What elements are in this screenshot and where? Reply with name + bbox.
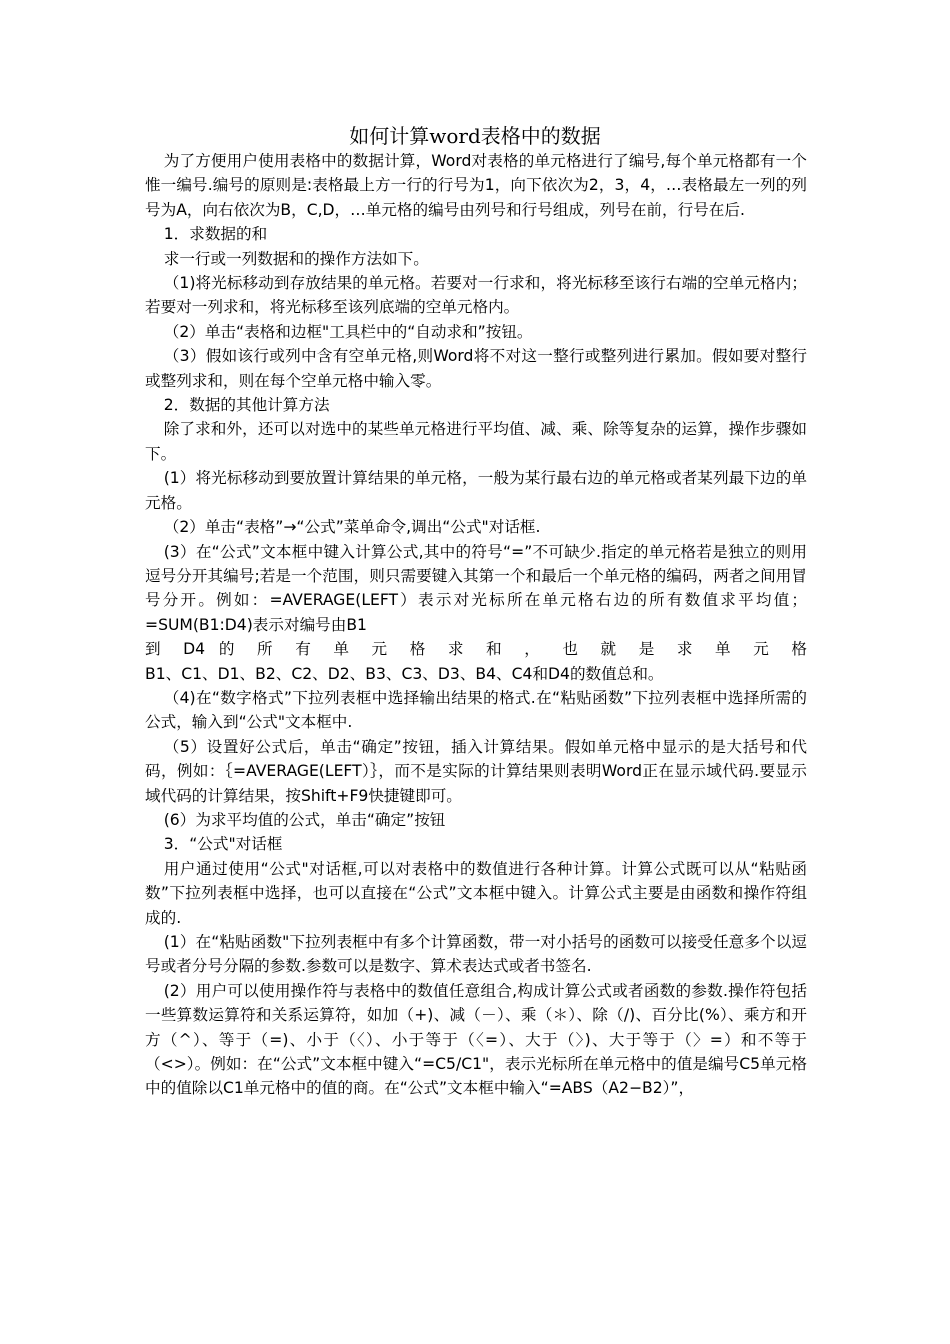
section-heading-dialog: 3．“公式"对话框 bbox=[163, 835, 283, 854]
paragraph-continuation: B1、C1、D1、B2、C2、D2、B3、C3、D3、B4、C4和D4的数值总和。 bbox=[145, 664, 664, 683]
step-paragraph: （3）假如该行或列中含有空单元格,则Word将不对这一整行或整列进行累加。假如要对整行或整列求和，则在每个空单元格中输入零。 bbox=[145, 347, 807, 390]
document-body bbox=[145, 149, 807, 1101]
step-paragraph: (3）在“公式”文本框中键入计算公式,其中的符号“=”不可缺少.指定的单元格若是独立的则用逗号分开其编号;若是一个范围，则只需要键入其第一个和最后一个单元格的编码，两者之间用冒号分开。例如：=AVERAGE(LEFT）表示对光标所在单元格右边的所有数值求平均值；=SUM(B1:D4)表示对编号由B1 bbox=[145, 542, 807, 634]
paragraph: 求一行或一列数据和的操作方法如下。 bbox=[163, 249, 429, 268]
step-paragraph: （1)将光标移动到存放结果的单元格。若要对一行求和，将光标移至该行右端的空单元格内；若要对一列求和，将光标移至该列底端的空单元格内。 bbox=[145, 274, 807, 317]
paragraph: 除了求和外，还可以对选中的某些单元格进行平均值、减、乘、除等复杂的运算，操作步骤如下。 bbox=[145, 420, 807, 463]
step-paragraph: （5）设置好公式后，单击“确定”按钮，插入计算结果。假如单元格中显示的是大括号和代码，例如：｛=AVERAGE(LEFT）｝，而不是实际的计算结果则表明Word正在显示域代码.要显示域代码的计算结果，按Shift+F9快捷键即可。 bbox=[145, 737, 807, 805]
step-paragraph: (1）将光标移动到要放置计算结果的单元格，一般为某行最右边的单元格或者某列最下边的单元格。 bbox=[145, 469, 807, 512]
section-heading-sum: 1．求数据的和 bbox=[163, 225, 268, 244]
step-paragraph: （2）单击“表格”→“公式”菜单命令,调出“公式"对话框. bbox=[163, 518, 541, 537]
step-paragraph: （4)在“数字格式”下拉列表框中选择输出结果的格式.在“粘贴函数”下拉列表框中选择所需的公式，输入到“公式"文本框中. bbox=[145, 688, 807, 732]
justified-line: 到 D4 的 所 有 单 元 格 求 和 ， 也 就 是 求 单 元 格 bbox=[145, 640, 807, 659]
document-title: 如何计算word表格中的数据 bbox=[349, 124, 601, 148]
step-paragraph: (6）为求平均值的公式，单击“确定”按钮 bbox=[163, 810, 446, 829]
step-paragraph: （2）单击“表格和边框"工具栏中的“自动求和”按钮。 bbox=[163, 322, 533, 341]
intro-paragraph: 为了方便用户使用表格中的数据计算，Word对表格的单元格进行了编号,每个单元格都有一个惟一编号.编号的原则是:表格最上方一行的行号为1，向下依次为2，3，4，…表格最左一列的列号为A，向右依次为B，C,D，…单元格的编号由列号和行号组成，列号在前，行号在后. bbox=[145, 152, 807, 219]
step-paragraph: (1）在“粘贴函数"下拉列表框中有多个计算函数，带一对小括号的函数可以接受任意多个以逗号或者分号分隔的参数.参数可以是数字、算术表达式或者书签名. bbox=[145, 933, 807, 976]
paragraph: 用户通过使用“公式"对话框,可以对表格中的数值进行各种计算。计算公式既可以从“粘贴函数”下拉列表框中选择，也可以直接在“公式”文本框中键入。计算公式主要是由函数和操作符组成的. bbox=[145, 859, 807, 927]
step-paragraph: (2）用户可以使用操作符与表格中的数值任意组合,构成计算公式或者函数的参数.操作符包括一些算数运算符和关系运算符，如加（+)、减（－）、乘（＊）、除（/)、百分比(%）、乘方和开方（^）、等于（=)、小于（〈）、小于等于（〈=）、大于（〉)、大于等于（〉=）和不等于（<>）。例如：在“公式”文本框中键入“=C5/C1"，表示光标所在单元格中的值是编号C5单元格中的值除以C1单元格中的值的商。在“公式”文本框中输入“=ABS（A2−B2）”， bbox=[145, 981, 807, 1098]
section-heading-other: 2．数据的其他计算方法 bbox=[163, 396, 330, 415]
